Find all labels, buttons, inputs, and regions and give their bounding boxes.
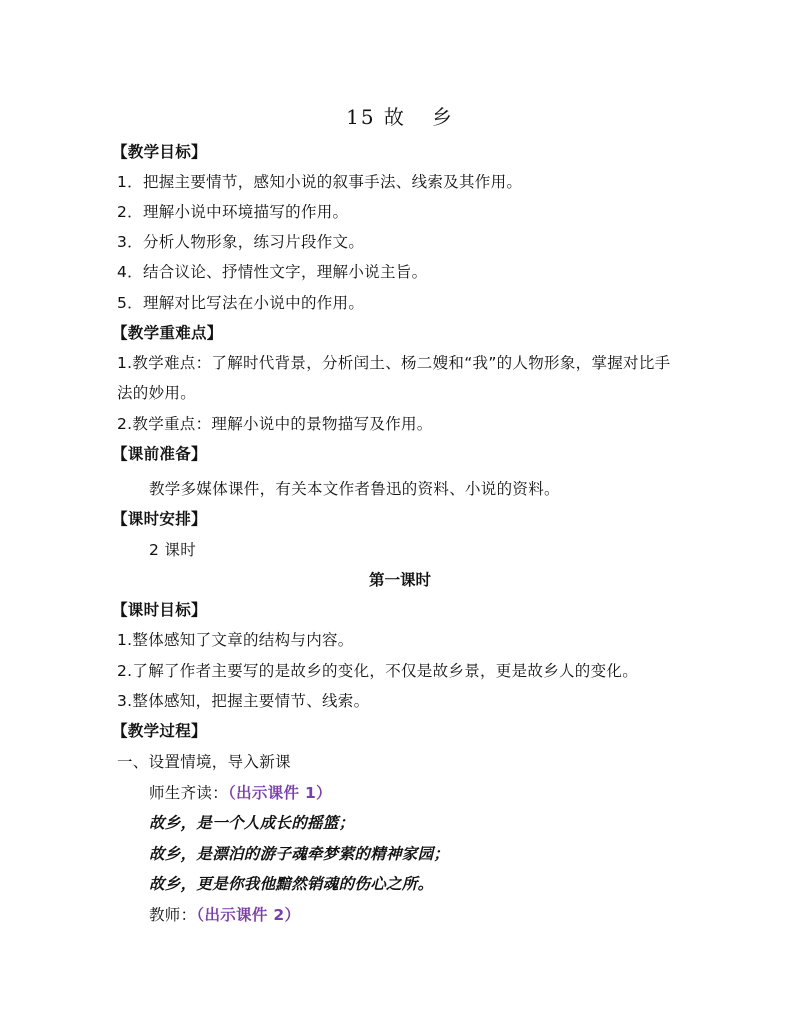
title-number: 15	[346, 105, 376, 129]
goal-item-1: 1．把握主要情节，感知小说的叙事手法、线索及其作用。	[117, 173, 523, 191]
prep-text: 教学多媒体课件，有关本文作者鲁迅的资料、小说的资料。	[149, 480, 560, 498]
read-aloud-line	[149, 783, 332, 803]
courseware-1-link[interactable]: （出示课件 1）	[228, 784, 332, 802]
title-char-1: 故	[383, 105, 406, 129]
prep-heading: 【课前准备】	[112, 445, 207, 463]
teacher-line	[149, 905, 300, 925]
schedule-heading: 【课时安排】	[112, 510, 207, 528]
read-label: 师生齐读：	[149, 784, 229, 802]
lesson-goal-1: 1.整体感知了文章的结构与内容。	[117, 631, 354, 649]
process-heading: 【教学过程】	[112, 722, 207, 740]
courseware-2-link[interactable]: （出示课件 2）	[196, 906, 301, 924]
quote-line-1: 故乡，是一个人成长的摇篮；	[149, 813, 355, 832]
quote-line-2: 故乡，是漂泊的游子魂牵梦萦的精神家园；	[149, 844, 450, 863]
goals-heading: 【教学目标】	[112, 143, 207, 161]
step-1-heading: 一、设置情境，导入新课	[117, 753, 291, 771]
teacher-label: 教师：	[149, 906, 197, 924]
lesson-goal-3: 3.整体感知，把握主要情节、线索。	[117, 692, 370, 710]
page-title	[0, 104, 800, 130]
key-point-1-cont: 法的妙用。	[117, 384, 197, 402]
key-point-1: 1.教学难点：了解时代背景，分析闰土、杨二嫂和“我”的人物形象，掌握对比手	[117, 354, 671, 372]
goal-item-5: 5．理解对比写法在小说中的作用。	[117, 294, 365, 312]
lesson-goal-2: 2.了解了作者主要写的是故乡的变化，不仅是故乡景，更是故乡人的变化。	[117, 662, 638, 680]
lesson-title: 第一课时	[368, 571, 431, 589]
schedule-text: 2 课时	[149, 541, 196, 559]
goal-item-4: 4．结合议论、抒情性文字，理解小说主旨。	[117, 263, 428, 281]
key-points-heading: 【教学重难点】	[112, 324, 223, 342]
goal-item-2: 2．理解小说中环境描写的作用。	[117, 203, 349, 221]
lesson-goals-heading: 【课时目标】	[112, 601, 207, 619]
quote-line-3: 故乡，更是你我他黯然销魂的伤心之所。	[149, 874, 434, 893]
goal-item-3: 3．分析人物形象，练习片段作文。	[117, 233, 365, 251]
key-point-2: 2.教学重点：理解小说中的景物描写及作用。	[117, 415, 433, 433]
title-char-2: 乡	[431, 105, 454, 129]
